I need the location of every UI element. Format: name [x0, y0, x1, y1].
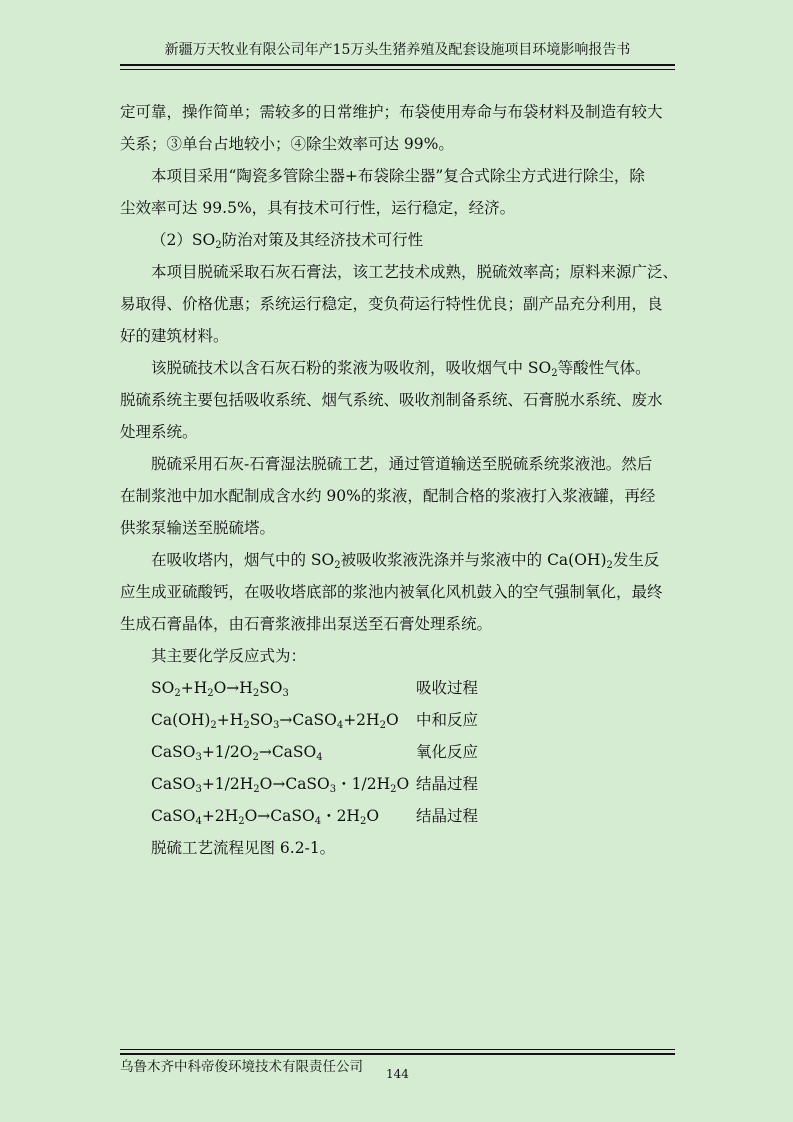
- reaction-formula: $Ca(OH)_2+H_2SO_3\to CaSO_4+2H_2O$: [151, 711, 399, 731]
- section-heading: $(2)SO_2$防治对策及其经济技术可行性: [151, 231, 424, 251]
- reaction-row: [120, 768, 680, 800]
- footer-company: 乌鲁木齐中科帝俊环境技术有限责任公司: [120, 1059, 363, 1075]
- body-line: 脱硫系统主要包括吸收系统、烟气系统、吸收剂制备系统、石膏脱水系统、废水: [120, 391, 663, 409]
- body-line: 生成石膏晶体，由石膏浆液排出泵送至石膏处理系统。: [120, 615, 493, 633]
- body-line: 本项目采用“陶瓷多管除尘器+布袋除尘器”复合式除尘方式进行除尘，除: [151, 167, 645, 185]
- reaction-label: 结晶过程: [416, 775, 479, 793]
- page-number: 144: [386, 1067, 409, 1081]
- body-line: 尘效率可达 99.5%，具有技术可行性，运行稳定，经济。: [120, 199, 516, 217]
- body-line: 好的建筑材料。: [120, 327, 229, 345]
- body-line: 脱硫采用石灰-石膏湿法脱硫工艺，通过管道输送至脱硫系统浆液池。然后: [151, 455, 653, 473]
- reaction-label: 吸收过程: [416, 679, 479, 697]
- body-line: 供浆泵输送至脱硫塔。: [120, 519, 276, 537]
- reaction-formula: $CaSO_3+1/2O_2\to CaSO_4$: [151, 743, 323, 763]
- reaction-formula: $SO_2+H_2O\to H_2SO_3$: [151, 679, 289, 699]
- page-header: 新疆万天牧业有限公司年产15万头生猪养殖及配套设施项目环境影响报告书: [164, 42, 631, 58]
- header-rule-thin: [120, 69, 675, 70]
- body-line: 易取得、价格优惠；系统运行稳定，变负荷运行特性优良；副产品充分利用，良: [120, 295, 663, 313]
- body-line: 处理系统。: [120, 423, 198, 441]
- reaction-row: [120, 672, 680, 704]
- body-line: 应生成亚硫酸钙，在吸收塔底部的浆池内被氧化风机鼓入的空气强制氧化，最终: [120, 583, 663, 601]
- body-line: 定可靠，操作简单；需较多的日常维护；布袋使用寿命与布袋材料及制造有较大: [120, 103, 663, 121]
- footer-rule-thick: [120, 1053, 675, 1055]
- body-line: 关系；③单台占地较小；④除尘效率可达 99%。: [120, 135, 454, 153]
- body-line: 在吸收塔内，烟气中的 $SO_2$被吸收浆液洗涤并与浆液中的 $Ca(OH)_2$发生反: [151, 551, 660, 571]
- reaction-list: [120, 672, 680, 832]
- header-rule-thick: [120, 64, 675, 66]
- reaction-row: [120, 800, 680, 832]
- body-line: 其主要化学反应式为：: [151, 647, 307, 665]
- reaction-formula: $CaSO_4+2H_2O\to CaSO_4$・$2H_2O$: [151, 807, 380, 827]
- body-line: 在制浆池中加水配制成含水约 90%的浆液，配制合格的浆液打入浆液罐，再经: [120, 487, 656, 505]
- body-line: 脱硫工艺流程见图 6.2-1。: [151, 839, 336, 857]
- body-line: 本项目脱硫采取石灰石膏法，该工艺技术成熟，脱硫效率高；原料来源广泛、: [151, 263, 679, 281]
- reaction-label: 氧化反应: [416, 743, 479, 761]
- page-body: [120, 96, 680, 864]
- reaction-label: 结晶过程: [416, 807, 479, 825]
- reaction-row: [120, 704, 680, 736]
- footer-rule-thin: [120, 1049, 675, 1050]
- reaction-row: [120, 736, 680, 768]
- reaction-label: 中和反应: [416, 711, 479, 729]
- body-line: 该脱硫技术以含石灰石粉的浆液为吸收剂，吸收烟气中 $SO_2$等酸性气体。: [151, 359, 651, 379]
- reaction-formula: $CaSO_3+1/2H_2O\to CaSO_3$・$1/2H_2O$: [151, 775, 410, 795]
